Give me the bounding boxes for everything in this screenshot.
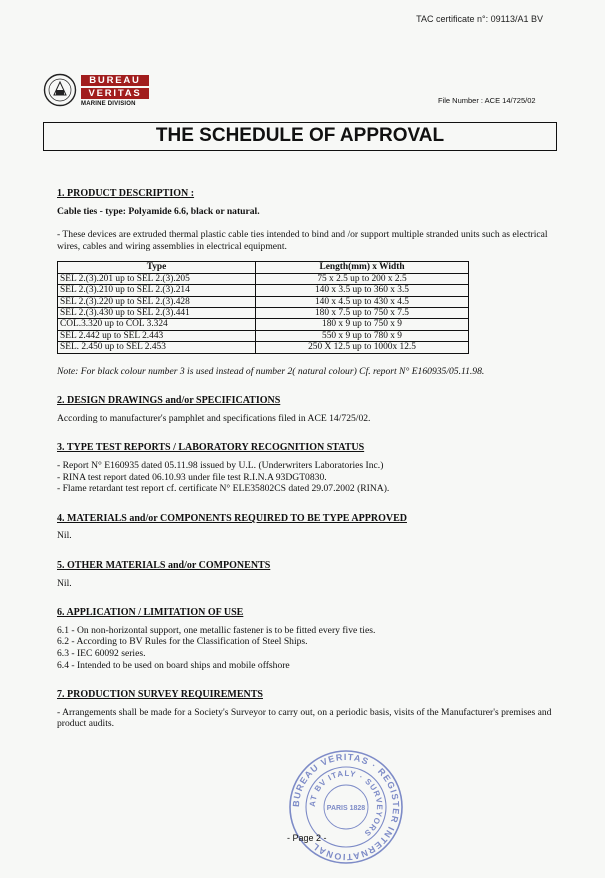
table-row [58,296,469,307]
table-row [58,319,469,330]
test-report-item: - Flame retardant test report cf. certificate N° ELE35802CS dated 29.07.2002 (RINA). [57,483,390,495]
surveyor-stamp-icon [287,748,405,866]
type-cell: SEL 2.(3).430 up to SEL 2.(3).441 [58,308,256,319]
length-cell: 180 x 9 up to 750 x 9 [256,319,469,330]
section-3-heading: 3. TYPE TEST REPORTS / LABORATORY RECOGNITION STATUS [57,442,365,454]
type-cell: SEL. 2.450 up to SEL 2.453 [58,342,256,353]
test-report-item: - RINA test report dated 06.10.93 under file test R.I.N.A 93DGT0830. [57,471,327,483]
length-cell: 180 x 7.5 up to 750 x 7.5 [256,308,469,319]
section-5-heading: 5. OTHER MATERIALS and/or COMPONENTS [57,559,271,571]
svg-text:AT BV ITALY · SURVEYORS [308,769,384,838]
length-cell: 75 x 2.5 up to 200 x 2.5 [256,273,469,284]
product-types-table [57,261,469,353]
application-item: 6.2 - According to BV Rules for the Classification of Steel Ships. [57,636,308,648]
section-5-text: Nil. [57,577,72,589]
section-4-text: Nil. [57,530,72,542]
type-cell: SEL 2.(3).210 up to SEL 2.(3).214 [58,285,256,296]
length-cell: 550 x 9 up to 780 x 9 [256,330,469,341]
section-4-heading: 4. MATERIALS and/or COMPONENTS REQUIRED TO BE TYPE APPROVED [57,512,407,524]
logo-word-bureau: BUREAU [81,75,149,86]
table-row [58,330,469,341]
section-2-heading: 2. DESIGN DRAWINGS and/or SPECIFICATIONS [57,395,281,407]
product-subtitle: Cable ties - type: Polyamide 6.6, black or natural. [57,205,260,217]
certificate-reference: TAC certificate n°: 09113/A1 BV [416,14,543,24]
application-item: 6.4 - Intended to be used on board ships and mobile offshore [57,659,290,671]
section-1-heading: 1. PRODUCT DESCRIPTION : [57,188,195,199]
stamp-center-text: PARIS 1828 [326,805,366,812]
length-cell: 140 x 3.5 up to 360 x 3.5 [256,285,469,296]
table-row [58,285,469,296]
type-cell: SEL 2.(3).201 up to SEL 2.(3).205 [58,273,256,284]
bureau-veritas-seal-icon [43,73,77,107]
application-item: 6.1 - On non-horizontal support, one metallic fastener is to be fitted every five ties. [57,624,376,636]
length-cell: 140 x 4.5 up to 430 x 4.5 [256,296,469,307]
table-header-row [58,262,469,273]
section-2-text: According to manufacturer's pamphlet and specifications filed in ACE 14/725/02. [57,412,371,424]
type-cell: SEL 2.442 up to SEL 2.443 [58,330,256,341]
bureau-veritas-logo [43,73,153,111]
type-cell: SEL 2.(3).220 up to SEL 2.(3).428 [58,296,256,307]
document-body [57,188,557,730]
file-number: File Number : ACE 14/725/02 [438,96,536,105]
table-row [58,273,469,284]
logo-word-veritas: VERITAS [81,88,149,99]
table-row [58,308,469,319]
length-cell: 250 X 12.5 up to 1000x 12.5 [256,342,469,353]
stamp-inner-text: AT BV ITALY · SURVEYORS [307,768,385,839]
section-6-heading: 6. APPLICATION / LIMITATION OF USE [57,607,244,619]
table-header-length: Length(mm) x Width [256,262,469,273]
product-description: - These devices are extruded thermal plastic cable ties intended to bind and /or support multiple stranded units such as electrical wires, cables and wiring assemblies in electrical equipment. [57,229,548,252]
colour-note: Note: For black colour number 3 is used instead of number 2( natural colour) Cf. report N° E160935/05.11.98. [57,365,485,377]
logo-division: MARINE DIVISION [81,101,136,107]
table-header-type: Type [58,262,256,273]
table-row [58,342,469,353]
type-cell: COL.3.320 up to COL 3.324 [58,319,256,330]
test-report-item: - Report N° E160935 dated 05.11.98 issued by U.L. (Underwriters Laboratories Inc.) [57,460,384,471]
stamp-outer-text: BUREAU VERITAS · REGISTER INTERNATIONAL [290,751,402,863]
section-7-text: - Arrangements shall be made for a Society's Surveyor to carry out, on a periodic basis, visits of the Manufacturer's premises and product audits. [57,706,552,730]
section-7-heading: 7. PRODUCTION SURVEY REQUIREMENTS [57,689,263,701]
page-number: - Page 2 - [287,833,327,843]
document-title: THE SCHEDULE OF APPROVAL [43,122,557,151]
application-item: 6.3 - IEC 60092 series. [57,647,146,659]
